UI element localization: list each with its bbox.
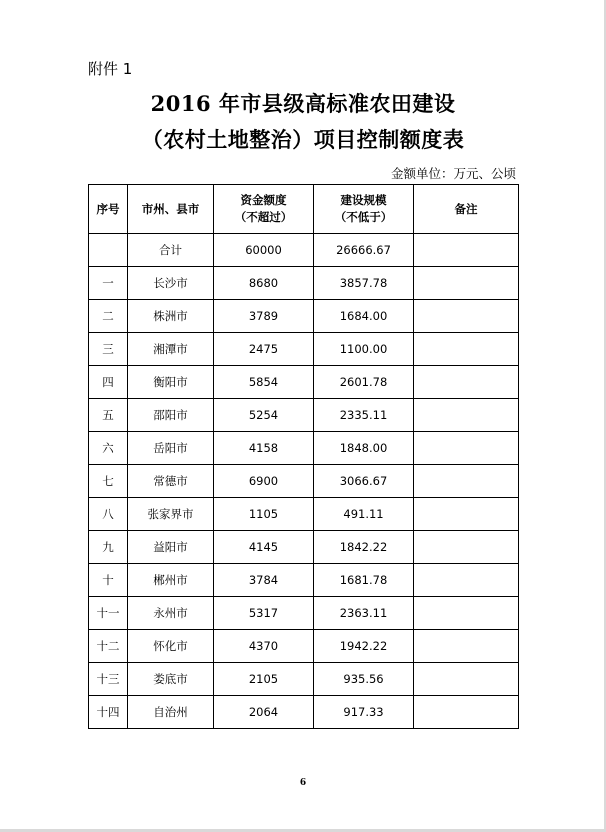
cell-seq: 二 [89, 300, 128, 333]
cell-city: 岳阳市 [128, 432, 214, 465]
cell-city: 自治州 [128, 696, 214, 729]
table-row-total [89, 234, 519, 267]
cell-city: 郴州市 [128, 564, 214, 597]
cell-remarks [414, 564, 519, 597]
cell-funds: 60000 [214, 234, 314, 267]
cell-seq: 十一 [89, 597, 128, 630]
table-row [89, 333, 519, 366]
cell-scale: 935.56 [314, 663, 414, 696]
header-funds-line2: （不超过） [234, 210, 293, 224]
cell-city: 常德市 [128, 465, 214, 498]
table-row [89, 531, 519, 564]
cell-remarks [414, 366, 519, 399]
cell-city: 衡阳市 [128, 366, 214, 399]
cell-city: 合计 [128, 234, 214, 267]
unit-note: 金额单位：万元、公顷 [390, 166, 516, 181]
cell-funds: 5254 [214, 399, 314, 432]
cell-scale: 1681.78 [314, 564, 414, 597]
cell-seq: 十 [89, 564, 128, 597]
cell-scale: 1100.00 [314, 333, 414, 366]
cell-remarks [414, 267, 519, 300]
table-row [89, 597, 519, 630]
cell-seq: 九 [89, 531, 128, 564]
cell-funds: 2105 [214, 663, 314, 696]
cell-seq [89, 234, 128, 267]
cell-remarks [414, 630, 519, 663]
cell-remarks [414, 234, 519, 267]
header-remarks: 备注 [414, 185, 519, 234]
cell-scale: 2363.11 [314, 597, 414, 630]
cell-funds: 3789 [214, 300, 314, 333]
cell-city: 娄底市 [128, 663, 214, 696]
cell-seq: 三 [89, 333, 128, 366]
document-title-line2: （农村土地整治）项目控制额度表 [141, 127, 465, 152]
cell-remarks [414, 597, 519, 630]
header-funds [214, 185, 314, 234]
cell-remarks [414, 432, 519, 465]
cell-scale: 2601.78 [314, 366, 414, 399]
header-scale-line2: （不低于） [334, 210, 393, 224]
cell-funds: 6900 [214, 465, 314, 498]
cell-funds: 3784 [214, 564, 314, 597]
table-row [89, 267, 519, 300]
cell-remarks [414, 531, 519, 564]
cell-city: 怀化市 [128, 630, 214, 663]
cell-scale: 3066.67 [314, 465, 414, 498]
cell-remarks [414, 663, 519, 696]
cell-remarks [414, 696, 519, 729]
cell-seq: 六 [89, 432, 128, 465]
cell-funds: 4158 [214, 432, 314, 465]
table-row [89, 564, 519, 597]
cell-remarks [414, 465, 519, 498]
cell-funds: 2475 [214, 333, 314, 366]
cell-remarks [414, 300, 519, 333]
table-row [89, 498, 519, 531]
table-row [89, 432, 519, 465]
header-seq: 序号 [89, 185, 128, 234]
document-title-line1: 2016 年市县级高标准农田建设 [150, 91, 456, 116]
cell-remarks [414, 399, 519, 432]
cell-remarks [414, 498, 519, 531]
attachment-label: 附件 1 [88, 60, 133, 78]
table-row [89, 399, 519, 432]
cell-scale: 1842.22 [314, 531, 414, 564]
quota-table [88, 184, 519, 729]
cell-seq: 五 [89, 399, 128, 432]
cell-scale: 491.11 [314, 498, 414, 531]
cell-city: 张家界市 [128, 498, 214, 531]
cell-city: 湘潭市 [128, 333, 214, 366]
cell-seq: 十二 [89, 630, 128, 663]
header-city: 市州、县市 [128, 185, 214, 234]
cell-funds: 5317 [214, 597, 314, 630]
cell-funds: 2064 [214, 696, 314, 729]
cell-funds: 1105 [214, 498, 314, 531]
cell-seq: 四 [89, 366, 128, 399]
cell-scale: 1848.00 [314, 432, 414, 465]
header-scale [314, 185, 414, 234]
cell-scale: 26666.67 [314, 234, 414, 267]
cell-seq: 十四 [89, 696, 128, 729]
cell-funds: 5854 [214, 366, 314, 399]
cell-remarks [414, 333, 519, 366]
cell-city: 邵阳市 [128, 399, 214, 432]
cell-scale: 917.33 [314, 696, 414, 729]
table-row [89, 465, 519, 498]
cell-funds: 4145 [214, 531, 314, 564]
header-funds-line1: 资金额度 [240, 193, 287, 207]
cell-seq: 十三 [89, 663, 128, 696]
cell-city: 长沙市 [128, 267, 214, 300]
cell-funds: 8680 [214, 267, 314, 300]
cell-city: 株洲市 [128, 300, 214, 333]
header-scale-line1: 建设规模 [340, 193, 387, 207]
cell-seq: 一 [89, 267, 128, 300]
table-row [89, 696, 519, 729]
cell-scale: 3857.78 [314, 267, 414, 300]
table-row [89, 663, 519, 696]
cell-city: 益阳市 [128, 531, 214, 564]
page-number: 6 [299, 778, 307, 788]
table-row [89, 630, 519, 663]
cell-seq: 七 [89, 465, 128, 498]
table-row [89, 366, 519, 399]
table-header-row [89, 185, 519, 234]
cell-scale: 1942.22 [314, 630, 414, 663]
cell-city: 永州市 [128, 597, 214, 630]
cell-funds: 4370 [214, 630, 314, 663]
table-row [89, 300, 519, 333]
cell-seq: 八 [89, 498, 128, 531]
cell-scale: 1684.00 [314, 300, 414, 333]
cell-scale: 2335.11 [314, 399, 414, 432]
